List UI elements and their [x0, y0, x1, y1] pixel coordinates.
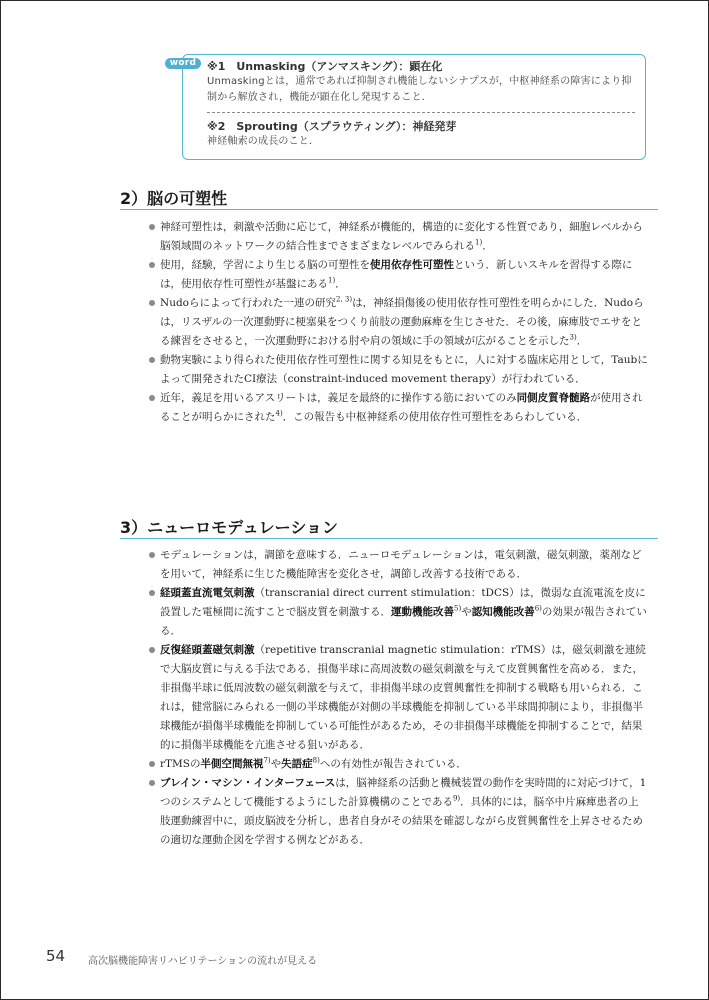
section3-bullet-5: ブレイン・マシン・インターフェースは，脳神経系の活動と機械装置の動作を実時間的に対応づけて，1つのシステムとして機能するようにした計算機構のことである$^{9)}$．具体的には，脳卒中片麻痺患者の上肢運動練習中に，頭皮脳波を分析し，患者自身がその結果を確認しながら皮質興奮性を上昇させるための適切な運動企図を学習する例などがある．	[148, 774, 648, 850]
section3-bullet-list	[148, 546, 648, 850]
term1-title: ※1 Unmasking（アンマスキング）：顕在化	[207, 60, 443, 73]
page-number: 54	[46, 947, 66, 965]
section2-rule	[120, 209, 658, 210]
section2-bullet-4: 動物実験により得られた使用依存性可塑性に関する知見をもとに，人に対する臨床応用として，Taubによって開発されたCI療法（constraint-induced movement therapy）が行われている．	[148, 351, 648, 389]
section2-bullet-2: 使用，経験，学習により生じる脳の可塑性を使用依存性可塑性という．新しいスキルを習得する際には，使用依存性可塑性が基盤にある$^{1)}$．	[148, 256, 648, 294]
word-glossary-box	[169, 54, 646, 160]
section3-bullet-3: 反復経頭蓋磁気刺激（repetitive transcranial magnetic stimulation：rTMS）は，磁気刺激を連続で大脳皮質に与える手法である．損傷半球に高周波数の磁気刺激を与えて皮質興奮性を高める．また，非損傷半球に低周波数の磁気刺激を与えて，非損傷半球の皮質興奮性を抑制する戦略も用いられる．これは，健常脳にみられる一側の半球機能が対側の半球機能を抑制している半球間抑制により，非損傷半球機能が損傷半球機能を抑制している可能性があるため，その非損傷半球機能を抑制することで，結果的に損傷半球機能を亢進させる狙いがある．	[148, 641, 648, 755]
section2-bullet-1: 神経可塑性は，刺激や活動に応じて，神経系が機能的，構造的に変化する性質であり，細胞レベルから脳領域間のネットワークの結合性までさまざまなレベルでみられる$^{1)}$．	[148, 218, 648, 256]
section2-bullet-5: 近年，義足を用いるアスリートは，義足を最終的に操作する筋においてのみ同側皮質脊髄路が使用されることが明らかにされた$^{4)}$．この報告も中枢神経系の使用依存性可塑性をあらわしている．	[148, 389, 648, 427]
section3-heading: 3）ニューロモデュレーション	[120, 518, 339, 537]
term2-title: ※2 Sprouting（スプラウティング）：神経発芽	[207, 120, 457, 133]
section3-bullet-1: モデュレーションは，調節を意味する．ニューロモデュレーションは，電気刺激，磁気刺激，薬剤などを用いて，神経系に生じた機能障害を変化させ，調節し改善する技術である．	[148, 546, 648, 584]
book-title: 高次脳機能障害リハビリテーションの流れが見える	[88, 956, 318, 967]
term2-description: 神経軸索の成長のこと．	[207, 136, 320, 147]
section3-rule	[120, 538, 658, 539]
section3-bullet-2: 経頭蓋直流電気刺激（transcranial direct current stimulation：tDCS）は，微弱な直流電流を皮に設置した電極間に流すことで脳皮質を刺激する．運動機能改善$^{5)}$や認知機能改善$^{6)}$の効果が報告されている．	[148, 584, 648, 641]
section3-bullet-4: rTMSの半側空間無視$^{7)}$や失語症$^{8)}$への有効性が報告されている．	[148, 755, 648, 774]
term-separator	[207, 112, 635, 113]
section2-bullet-list	[148, 218, 648, 427]
section2-bullet-3: Nudoらによって行われた一連の研究$^{2, 3)}$は，神経損傷後の使用依存性可塑性を明らかにした．Nudoらは，リスザルの一次運動野に梗塞巣をつくり前肢の運動麻痺を生じさせた．その後，麻痺肢でエサをとる練習をさせると，一次運動野における肘や肩の領域に手の領域が広がることを示した$^{3)}$．	[148, 294, 648, 351]
word-badge: word	[165, 58, 201, 69]
section2-heading: 2）脳の可塑性	[120, 189, 228, 208]
term1-description: Unmaskingとは，通常であれば抑制され機能しないシナプスが，中枢神経系の障害により抑制から解放され，機能が顕在化し発現すること．	[207, 76, 632, 103]
